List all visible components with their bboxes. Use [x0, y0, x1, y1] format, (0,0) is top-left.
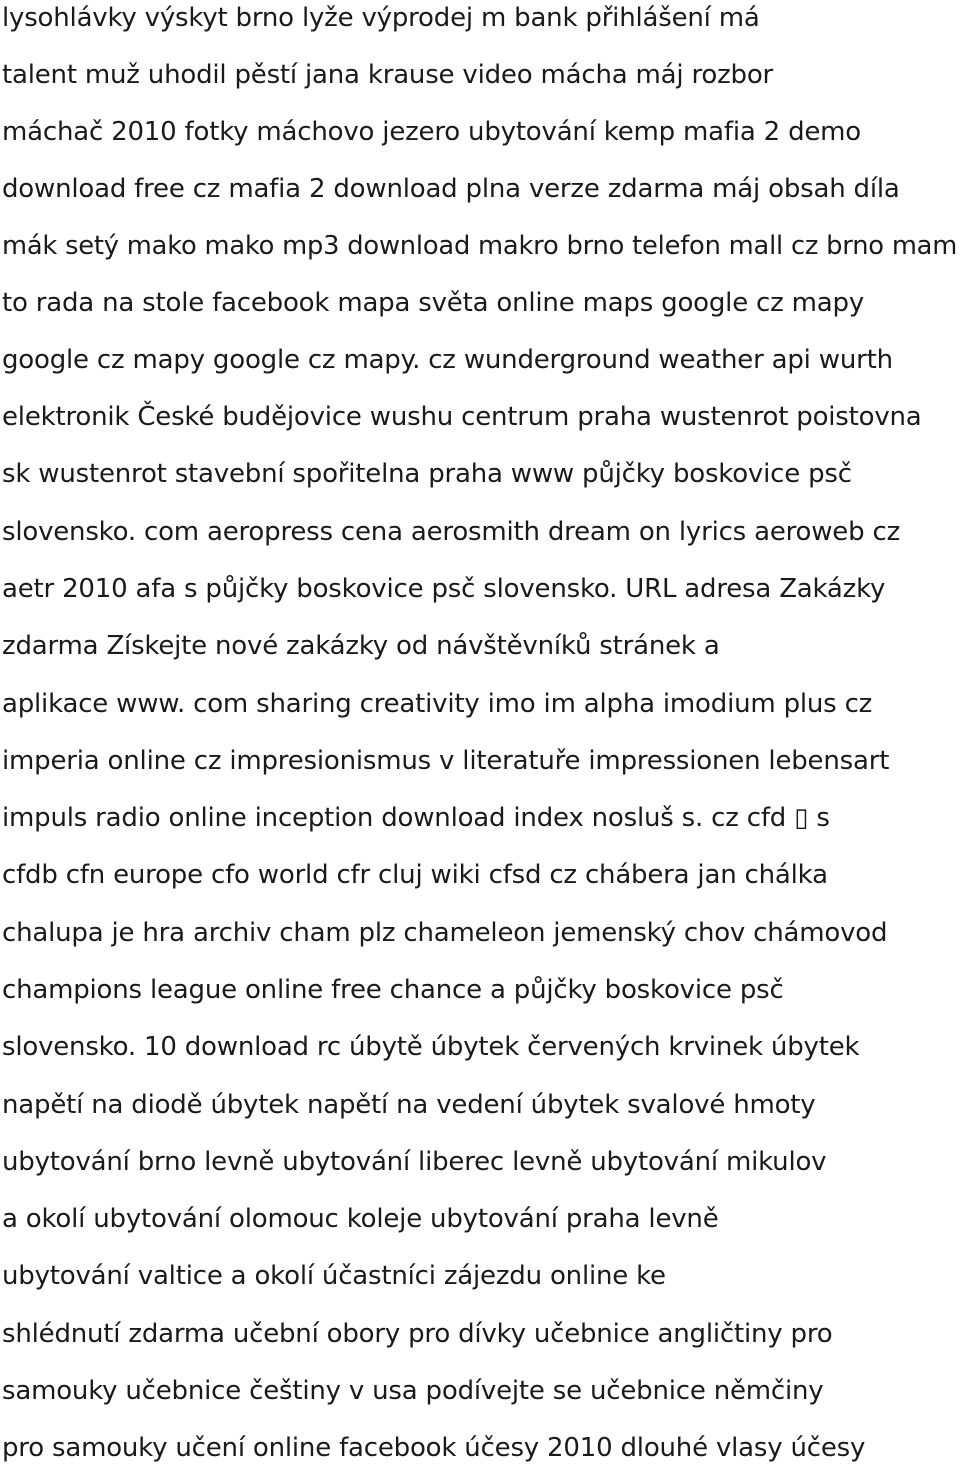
text-line: elektronik České budějovice wushu centrum praha wustenrot poistovna — [2, 402, 922, 432]
text-line: chalupa je hra archiv cham plz chameleon jemenský chov chámovod — [2, 918, 888, 948]
text-line: champions league online free chance a půjčky boskovice psč — [2, 975, 784, 1005]
text-line: napětí na diodě úbytek napětí na vedení úbytek svalové hmoty — [2, 1090, 816, 1120]
text-line: pro samouky učení online facebook účesy 2010 dlouhé vlasy účesy — [2, 1433, 866, 1463]
text-line: lysohlávky výskyt brno lyže výprodej m bank přihlášení má — [2, 3, 760, 33]
text-line: impuls radio online inception download index nosluš s. cz cfd ▯ s — [2, 803, 830, 833]
text-line: mák setý mako mako mp3 download makro brno telefon mall cz brno mam — [2, 231, 958, 261]
text-line: ubytování brno levně ubytování liberec levně ubytování mikulov — [2, 1147, 827, 1177]
text-line: google cz mapy google cz mapy. cz wunderground weather api wurth — [2, 345, 893, 375]
text-line: talent muž uhodil pěstí jana krause video mácha máj rozbor — [2, 60, 774, 90]
text-line: ubytování valtice a okolí účastníci zájezdu online ke — [2, 1261, 666, 1291]
text-line: cfdb cfn europe cfo world cfr cluj wiki cfsd cz chábera jan chálka — [2, 860, 828, 890]
text-line: aetr 2010 afa s půjčky boskovice psč slovensko. URL adresa Zakázky — [2, 574, 886, 604]
text-line: imperia online cz impresionismus v literatuře impressionen lebensart — [2, 746, 890, 776]
text-line: zdarma Získejte nové zakázky od návštěvníků stránek a — [2, 631, 720, 661]
text-line: aplikace www. com sharing creativity imo im alpha imodium plus cz — [2, 689, 873, 719]
text-line: sk wustenrot stavební spořitelna praha www půjčky boskovice psč — [2, 459, 852, 489]
text-line: a okolí ubytování olomouc koleje ubytování praha levně — [2, 1204, 719, 1234]
text-line: máchač 2010 fotky máchovo jezero ubytování kemp mafia 2 demo — [2, 117, 862, 147]
text-line: slovensko. com aeropress cena aerosmith dream on lyrics aeroweb cz — [2, 517, 901, 547]
text-line: to rada na stole facebook mapa světa online maps google cz mapy — [2, 288, 865, 318]
text-line: slovensko. 10 download rc úbytě úbytek červených krvinek úbytek — [2, 1032, 860, 1062]
text-line: download free cz mafia 2 download plna verze zdarma máj obsah díla — [2, 174, 900, 204]
text-line: samouky učebnice češtiny v usa podívejte se učebnice němčiny — [2, 1376, 824, 1406]
text-line: shlédnutí zdarma učební obory pro dívky učebnice angličtiny pro — [2, 1319, 833, 1349]
